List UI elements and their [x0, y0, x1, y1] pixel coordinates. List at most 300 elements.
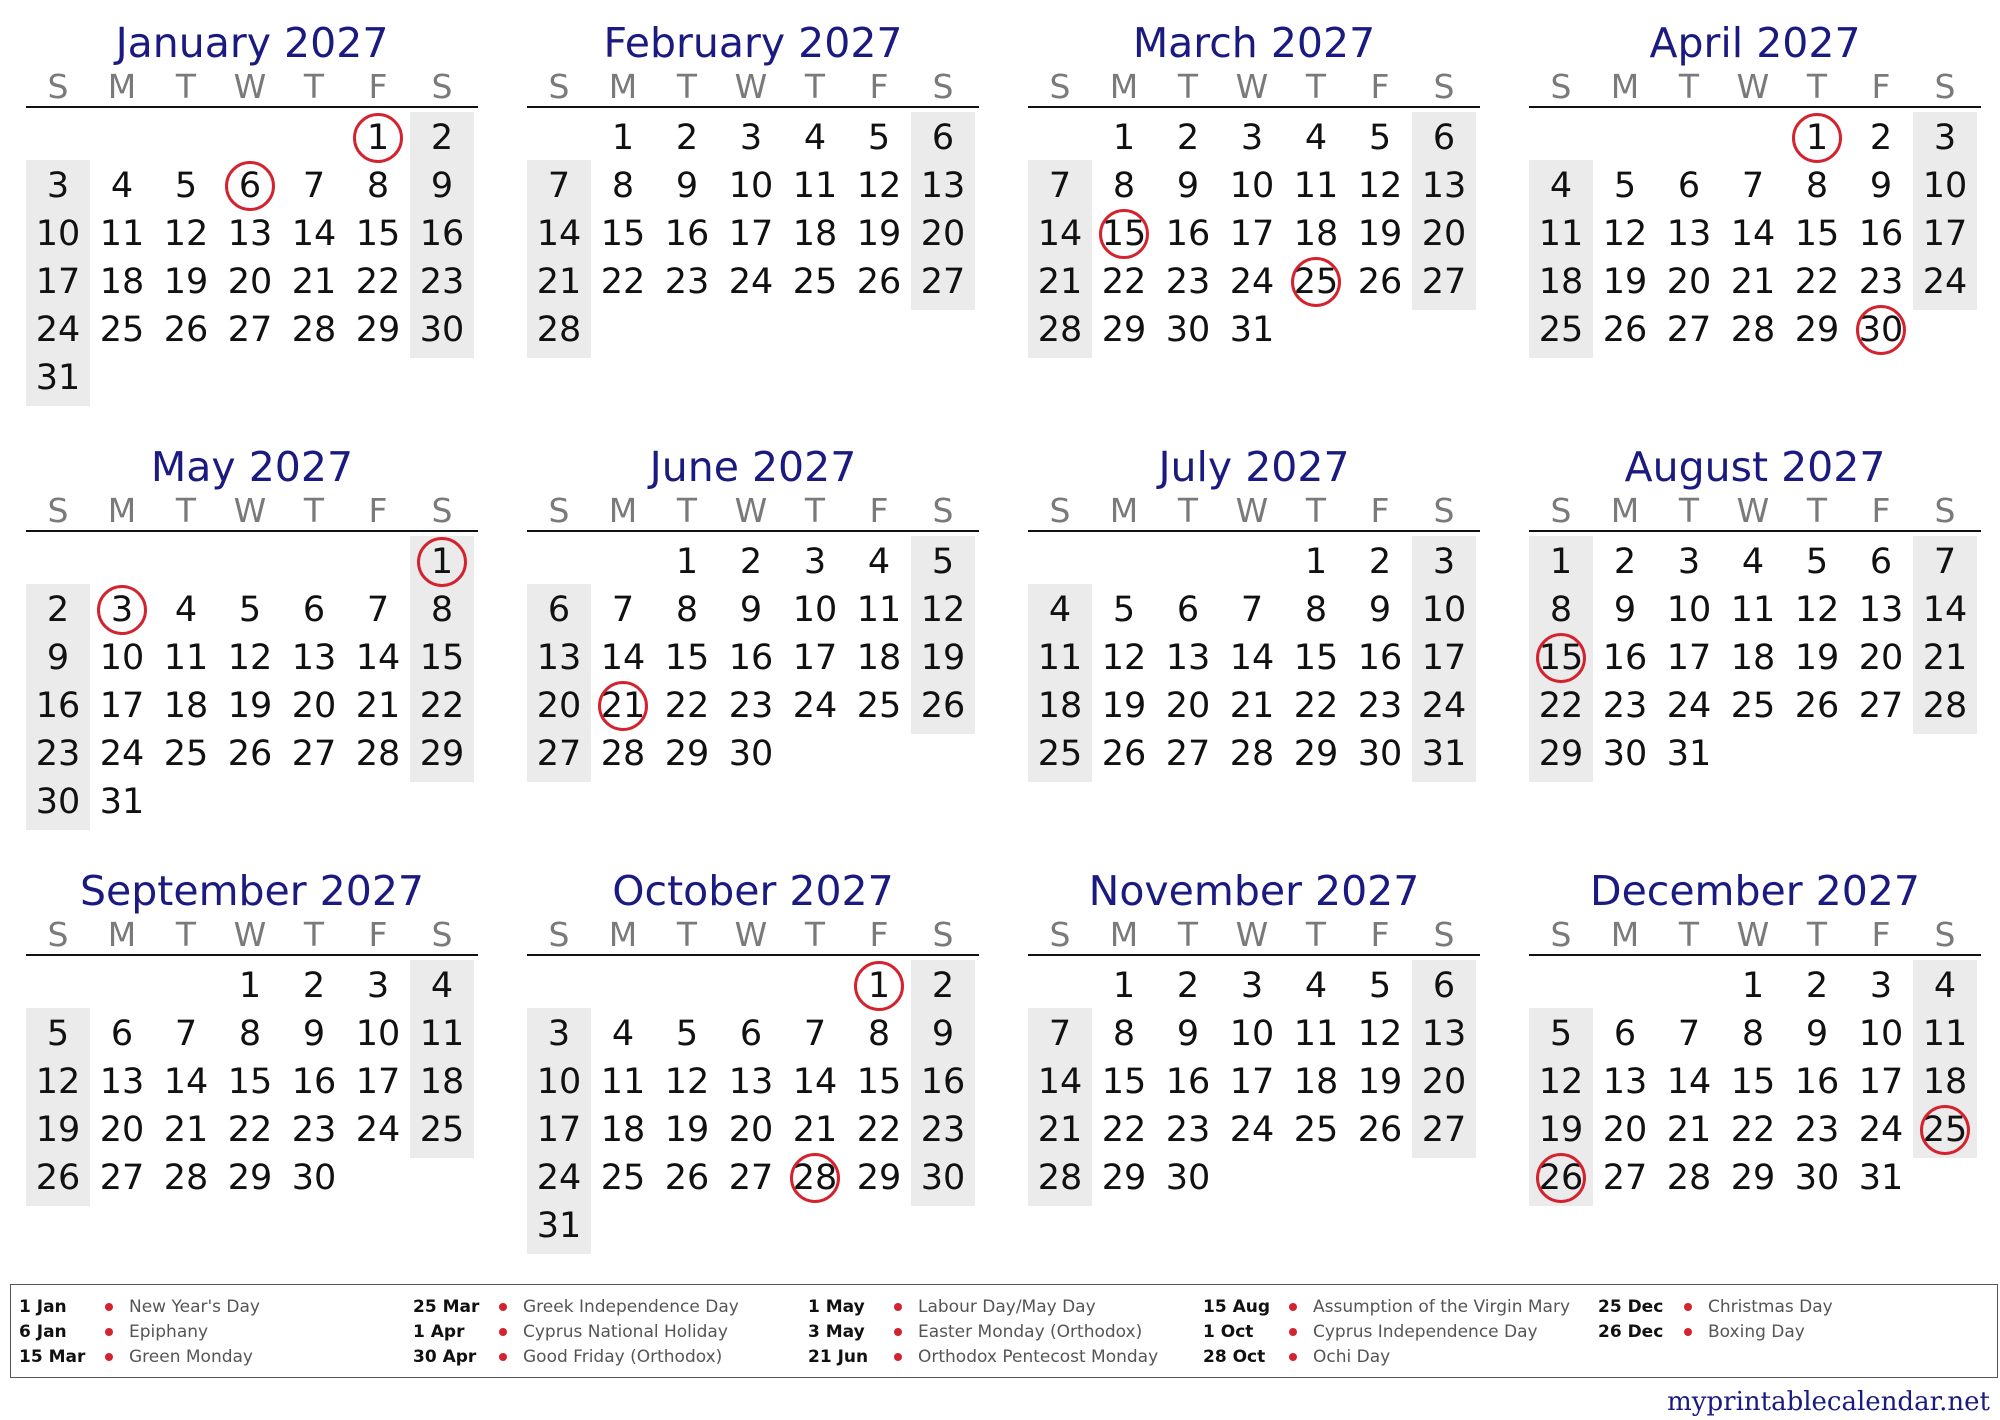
day-cell[interactable]: 4: [1304, 118, 1328, 158]
day-cell[interactable]: 12: [1602, 214, 1648, 254]
day-cell[interactable]: 19: [856, 214, 902, 254]
day-cell[interactable]: 29: [355, 310, 401, 350]
day-cell[interactable]: 1: [238, 966, 262, 1006]
day-cell[interactable]: 13: [728, 1062, 774, 1102]
day-cell[interactable]: 29: [1293, 734, 1339, 774]
day-cell[interactable]: 2: [46, 590, 70, 630]
day-cell[interactable]: 27: [291, 734, 337, 774]
day-cell[interactable]: 1: [1549, 542, 1573, 582]
day-cell[interactable]: 7: [1933, 542, 1957, 582]
day-cell[interactable]: 24: [1922, 262, 1968, 302]
day-cell[interactable]: 4: [110, 166, 134, 206]
day-cell[interactable]: 17: [536, 1110, 582, 1150]
day-cell[interactable]: 29: [1101, 310, 1147, 350]
day-cell[interactable]: 31: [35, 358, 81, 398]
day-cell[interactable]: 25: [1922, 1110, 1968, 1150]
day-cell[interactable]: 2: [302, 966, 326, 1006]
day-cell[interactable]: 8: [611, 166, 635, 206]
day-cell[interactable]: 4: [1304, 966, 1328, 1006]
day-cell[interactable]: 9: [430, 166, 454, 206]
day-cell[interactable]: 27: [1666, 310, 1712, 350]
day-cell[interactable]: 17: [1229, 214, 1275, 254]
day-cell[interactable]: 13: [536, 638, 582, 678]
day-cell[interactable]: 20: [99, 1110, 145, 1150]
day-cell[interactable]: 19: [1357, 214, 1403, 254]
day-cell[interactable]: 12: [856, 166, 902, 206]
day-cell[interactable]: 22: [1794, 262, 1840, 302]
day-cell[interactable]: 10: [728, 166, 774, 206]
day-cell[interactable]: 6: [1613, 1014, 1637, 1054]
day-cell[interactable]: 28: [1229, 734, 1275, 774]
day-cell[interactable]: 9: [1176, 1014, 1200, 1054]
day-cell[interactable]: 18: [856, 638, 902, 678]
day-cell[interactable]: 4: [611, 1014, 635, 1054]
day-cell[interactable]: 23: [1357, 686, 1403, 726]
day-cell[interactable]: 13: [1858, 590, 1904, 630]
day-cell[interactable]: 7: [302, 166, 326, 206]
day-cell[interactable]: 20: [920, 214, 966, 254]
day-cell[interactable]: 29: [664, 734, 710, 774]
day-cell[interactable]: 3: [46, 166, 70, 206]
day-cell[interactable]: 1: [1805, 118, 1829, 158]
day-cell[interactable]: 18: [1293, 214, 1339, 254]
day-cell[interactable]: 8: [1112, 1014, 1136, 1054]
day-cell[interactable]: 10: [99, 638, 145, 678]
day-cell[interactable]: 4: [174, 590, 198, 630]
day-cell[interactable]: 19: [1794, 638, 1840, 678]
day-cell[interactable]: 17: [35, 262, 81, 302]
day-cell[interactable]: 27: [1602, 1158, 1648, 1198]
day-cell[interactable]: 21: [1037, 262, 1083, 302]
day-cell[interactable]: 31: [536, 1206, 582, 1246]
day-cell[interactable]: 13: [1666, 214, 1712, 254]
day-cell[interactable]: 13: [920, 166, 966, 206]
day-cell[interactable]: 6: [1869, 542, 1893, 582]
day-cell[interactable]: 20: [1421, 214, 1467, 254]
day-cell[interactable]: 14: [1037, 1062, 1083, 1102]
day-cell[interactable]: 17: [355, 1062, 401, 1102]
day-cell[interactable]: 1: [430, 542, 454, 582]
day-cell[interactable]: 25: [163, 734, 209, 774]
day-cell[interactable]: 11: [419, 1014, 465, 1054]
day-cell[interactable]: 11: [163, 638, 209, 678]
day-cell[interactable]: 15: [227, 1062, 273, 1102]
day-cell[interactable]: 2: [675, 118, 699, 158]
day-cell[interactable]: 9: [1176, 166, 1200, 206]
day-cell[interactable]: 18: [1037, 686, 1083, 726]
day-cell[interactable]: 30: [1794, 1158, 1840, 1198]
day-cell[interactable]: 15: [355, 214, 401, 254]
day-cell[interactable]: 21: [1037, 1110, 1083, 1150]
day-cell[interactable]: 28: [1037, 1158, 1083, 1198]
day-cell[interactable]: 3: [739, 118, 763, 158]
day-cell[interactable]: 29: [1730, 1158, 1776, 1198]
day-cell[interactable]: 27: [728, 1158, 774, 1198]
day-cell[interactable]: 30: [419, 310, 465, 350]
day-cell[interactable]: 28: [355, 734, 401, 774]
day-cell[interactable]: 1: [1304, 542, 1328, 582]
day-cell[interactable]: 11: [792, 166, 838, 206]
day-cell[interactable]: 16: [920, 1062, 966, 1102]
day-cell[interactable]: 27: [536, 734, 582, 774]
day-cell[interactable]: 10: [1229, 1014, 1275, 1054]
day-cell[interactable]: 31: [1421, 734, 1467, 774]
day-cell[interactable]: 23: [728, 686, 774, 726]
day-cell[interactable]: 15: [856, 1062, 902, 1102]
day-cell[interactable]: 30: [920, 1158, 966, 1198]
site-url-link[interactable]: myprintablecalendar.net: [1667, 1387, 1990, 1417]
day-cell[interactable]: 8: [1304, 590, 1328, 630]
day-cell[interactable]: 5: [1368, 966, 1392, 1006]
day-cell[interactable]: 18: [1538, 262, 1584, 302]
day-cell[interactable]: 6: [739, 1014, 763, 1054]
day-cell[interactable]: 2: [430, 118, 454, 158]
day-cell[interactable]: 3: [110, 590, 134, 630]
day-cell[interactable]: 19: [227, 686, 273, 726]
day-cell[interactable]: 17: [1421, 638, 1467, 678]
day-cell[interactable]: 24: [728, 262, 774, 302]
day-cell[interactable]: 6: [1432, 118, 1456, 158]
day-cell[interactable]: 19: [1101, 686, 1147, 726]
day-cell[interactable]: 17: [99, 686, 145, 726]
day-cell[interactable]: 3: [366, 966, 390, 1006]
day-cell[interactable]: 12: [1794, 590, 1840, 630]
day-cell[interactable]: 6: [238, 166, 262, 206]
day-cell[interactable]: 16: [728, 638, 774, 678]
day-cell[interactable]: 14: [600, 638, 646, 678]
day-cell[interactable]: 15: [600, 214, 646, 254]
day-cell[interactable]: 29: [856, 1158, 902, 1198]
day-cell[interactable]: 23: [1858, 262, 1904, 302]
day-cell[interactable]: 5: [46, 1014, 70, 1054]
day-cell[interactable]: 23: [920, 1110, 966, 1150]
day-cell[interactable]: 2: [1613, 542, 1637, 582]
day-cell[interactable]: 13: [291, 638, 337, 678]
day-cell[interactable]: 24: [99, 734, 145, 774]
day-cell[interactable]: 14: [1730, 214, 1776, 254]
day-cell[interactable]: 28: [291, 310, 337, 350]
day-cell[interactable]: 4: [803, 118, 827, 158]
day-cell[interactable]: 12: [1357, 166, 1403, 206]
day-cell[interactable]: 22: [856, 1110, 902, 1150]
day-cell[interactable]: 20: [1421, 1062, 1467, 1102]
day-cell[interactable]: 30: [35, 782, 81, 822]
day-cell[interactable]: 25: [1730, 686, 1776, 726]
day-cell[interactable]: 10: [536, 1062, 582, 1102]
day-cell[interactable]: 16: [1165, 214, 1211, 254]
day-cell[interactable]: 17: [1858, 1062, 1904, 1102]
day-cell[interactable]: 21: [355, 686, 401, 726]
day-cell[interactable]: 11: [99, 214, 145, 254]
day-cell[interactable]: 24: [536, 1158, 582, 1198]
day-cell[interactable]: 21: [1730, 262, 1776, 302]
day-cell[interactable]: 9: [1368, 590, 1392, 630]
day-cell[interactable]: 1: [867, 966, 891, 1006]
day-cell[interactable]: 26: [1357, 1110, 1403, 1150]
day-cell[interactable]: 26: [35, 1158, 81, 1198]
day-cell[interactable]: 7: [547, 166, 571, 206]
day-cell[interactable]: 12: [227, 638, 273, 678]
day-cell[interactable]: 8: [1741, 1014, 1765, 1054]
day-cell[interactable]: 4: [1933, 966, 1957, 1006]
day-cell[interactable]: 7: [1677, 1014, 1701, 1054]
day-cell[interactable]: 1: [675, 542, 699, 582]
day-cell[interactable]: 19: [1538, 1110, 1584, 1150]
day-cell[interactable]: 25: [1293, 262, 1339, 302]
day-cell[interactable]: 9: [1613, 590, 1637, 630]
day-cell[interactable]: 9: [302, 1014, 326, 1054]
day-cell[interactable]: 14: [1037, 214, 1083, 254]
day-cell[interactable]: 3: [1677, 542, 1701, 582]
day-cell[interactable]: 18: [419, 1062, 465, 1102]
day-cell[interactable]: 22: [1101, 262, 1147, 302]
day-cell[interactable]: 17: [1666, 638, 1712, 678]
day-cell[interactable]: 3: [1240, 118, 1264, 158]
day-cell[interactable]: 5: [1805, 542, 1829, 582]
day-cell[interactable]: 26: [1101, 734, 1147, 774]
day-cell[interactable]: 24: [1666, 686, 1712, 726]
day-cell[interactable]: 9: [1805, 1014, 1829, 1054]
day-cell[interactable]: 8: [238, 1014, 262, 1054]
day-cell[interactable]: 25: [1538, 310, 1584, 350]
day-cell[interactable]: 1: [611, 118, 635, 158]
day-cell[interactable]: 20: [536, 686, 582, 726]
day-cell[interactable]: 11: [1538, 214, 1584, 254]
day-cell[interactable]: 9: [1869, 166, 1893, 206]
day-cell[interactable]: 30: [728, 734, 774, 774]
day-cell[interactable]: 25: [1037, 734, 1083, 774]
day-cell[interactable]: 13: [227, 214, 273, 254]
day-cell[interactable]: 16: [35, 686, 81, 726]
day-cell[interactable]: 16: [1602, 638, 1648, 678]
day-cell[interactable]: 12: [163, 214, 209, 254]
day-cell[interactable]: 5: [1368, 118, 1392, 158]
day-cell[interactable]: 30: [1858, 310, 1904, 350]
day-cell[interactable]: 20: [728, 1110, 774, 1150]
day-cell[interactable]: 18: [600, 1110, 646, 1150]
day-cell[interactable]: 2: [739, 542, 763, 582]
day-cell[interactable]: 19: [1357, 1062, 1403, 1102]
day-cell[interactable]: 12: [35, 1062, 81, 1102]
day-cell[interactable]: 23: [1165, 262, 1211, 302]
day-cell[interactable]: 29: [419, 734, 465, 774]
day-cell[interactable]: 28: [536, 310, 582, 350]
day-cell[interactable]: 13: [1165, 638, 1211, 678]
day-cell[interactable]: 18: [792, 214, 838, 254]
day-cell[interactable]: 14: [1229, 638, 1275, 678]
day-cell[interactable]: 26: [664, 1158, 710, 1198]
day-cell[interactable]: 22: [1730, 1110, 1776, 1150]
day-cell[interactable]: 4: [430, 966, 454, 1006]
day-cell[interactable]: 15: [1293, 638, 1339, 678]
day-cell[interactable]: 4: [1741, 542, 1765, 582]
day-cell[interactable]: 27: [227, 310, 273, 350]
day-cell[interactable]: 28: [1730, 310, 1776, 350]
day-cell[interactable]: 23: [291, 1110, 337, 1150]
day-cell[interactable]: 28: [1922, 686, 1968, 726]
day-cell[interactable]: 21: [291, 262, 337, 302]
day-cell[interactable]: 13: [1421, 1014, 1467, 1054]
day-cell[interactable]: 14: [355, 638, 401, 678]
day-cell[interactable]: 21: [163, 1110, 209, 1150]
day-cell[interactable]: 28: [1666, 1158, 1712, 1198]
day-cell[interactable]: 6: [547, 590, 571, 630]
day-cell[interactable]: 16: [664, 214, 710, 254]
day-cell[interactable]: 18: [163, 686, 209, 726]
day-cell[interactable]: 27: [1165, 734, 1211, 774]
day-cell[interactable]: 16: [419, 214, 465, 254]
day-cell[interactable]: 6: [931, 118, 955, 158]
day-cell[interactable]: 26: [1538, 1158, 1584, 1198]
day-cell[interactable]: 7: [1048, 166, 1072, 206]
day-cell[interactable]: 5: [1112, 590, 1136, 630]
day-cell[interactable]: 16: [1357, 638, 1403, 678]
day-cell[interactable]: 25: [1293, 1110, 1339, 1150]
day-cell[interactable]: 9: [675, 166, 699, 206]
day-cell[interactable]: 16: [1794, 1062, 1840, 1102]
day-cell[interactable]: 20: [1666, 262, 1712, 302]
day-cell[interactable]: 14: [163, 1062, 209, 1102]
day-cell[interactable]: 20: [291, 686, 337, 726]
day-cell[interactable]: 22: [664, 686, 710, 726]
day-cell[interactable]: 27: [920, 262, 966, 302]
day-cell[interactable]: 3: [1933, 118, 1957, 158]
day-cell[interactable]: 15: [1794, 214, 1840, 254]
day-cell[interactable]: 12: [1538, 1062, 1584, 1102]
day-cell[interactable]: 5: [238, 590, 262, 630]
day-cell[interactable]: 9: [931, 1014, 955, 1054]
day-cell[interactable]: 3: [1240, 966, 1264, 1006]
day-cell[interactable]: 5: [1549, 1014, 1573, 1054]
day-cell[interactable]: 9: [46, 638, 70, 678]
day-cell[interactable]: 14: [1922, 590, 1968, 630]
day-cell[interactable]: 14: [536, 214, 582, 254]
day-cell[interactable]: 20: [1165, 686, 1211, 726]
day-cell[interactable]: 25: [792, 262, 838, 302]
day-cell[interactable]: 7: [803, 1014, 827, 1054]
day-cell[interactable]: 5: [675, 1014, 699, 1054]
day-cell[interactable]: 21: [1922, 638, 1968, 678]
day-cell[interactable]: 21: [1229, 686, 1275, 726]
day-cell[interactable]: 22: [1538, 686, 1584, 726]
day-cell[interactable]: 2: [1368, 542, 1392, 582]
day-cell[interactable]: 11: [1730, 590, 1776, 630]
day-cell[interactable]: 24: [355, 1110, 401, 1150]
day-cell[interactable]: 6: [1677, 166, 1701, 206]
day-cell[interactable]: 10: [1666, 590, 1712, 630]
day-cell[interactable]: 3: [1432, 542, 1456, 582]
day-cell[interactable]: 26: [227, 734, 273, 774]
day-cell[interactable]: 8: [366, 166, 390, 206]
day-cell[interactable]: 30: [1357, 734, 1403, 774]
day-cell[interactable]: 3: [547, 1014, 571, 1054]
day-cell[interactable]: 2: [1805, 966, 1829, 1006]
day-cell[interactable]: 23: [1794, 1110, 1840, 1150]
day-cell[interactable]: 27: [1858, 686, 1904, 726]
day-cell[interactable]: 7: [611, 590, 635, 630]
day-cell[interactable]: 22: [355, 262, 401, 302]
day-cell[interactable]: 16: [291, 1062, 337, 1102]
day-cell[interactable]: 6: [1432, 966, 1456, 1006]
day-cell[interactable]: 15: [1538, 638, 1584, 678]
day-cell[interactable]: 10: [1858, 1014, 1904, 1054]
day-cell[interactable]: 9: [739, 590, 763, 630]
day-cell[interactable]: 11: [1293, 166, 1339, 206]
day-cell[interactable]: 13: [1421, 166, 1467, 206]
day-cell[interactable]: 20: [1602, 1110, 1648, 1150]
day-cell[interactable]: 24: [1858, 1110, 1904, 1150]
day-cell[interactable]: 3: [803, 542, 827, 582]
day-cell[interactable]: 23: [419, 262, 465, 302]
day-cell[interactable]: 2: [931, 966, 955, 1006]
day-cell[interactable]: 20: [227, 262, 273, 302]
day-cell[interactable]: 31: [1666, 734, 1712, 774]
day-cell[interactable]: 17: [792, 638, 838, 678]
day-cell[interactable]: 13: [1602, 1062, 1648, 1102]
day-cell[interactable]: 22: [1101, 1110, 1147, 1150]
day-cell[interactable]: 31: [1229, 310, 1275, 350]
day-cell[interactable]: 11: [1922, 1014, 1968, 1054]
day-cell[interactable]: 31: [99, 782, 145, 822]
day-cell[interactable]: 8: [1112, 166, 1136, 206]
day-cell[interactable]: 29: [1101, 1158, 1147, 1198]
day-cell[interactable]: 24: [1229, 262, 1275, 302]
day-cell[interactable]: 25: [99, 310, 145, 350]
day-cell[interactable]: 7: [1240, 590, 1264, 630]
day-cell[interactable]: 15: [1730, 1062, 1776, 1102]
day-cell[interactable]: 24: [1229, 1110, 1275, 1150]
day-cell[interactable]: 22: [227, 1110, 273, 1150]
day-cell[interactable]: 21: [600, 686, 646, 726]
day-cell[interactable]: 2: [1176, 118, 1200, 158]
day-cell[interactable]: 8: [1549, 590, 1573, 630]
day-cell[interactable]: 24: [792, 686, 838, 726]
day-cell[interactable]: 26: [1357, 262, 1403, 302]
day-cell[interactable]: 26: [1602, 310, 1648, 350]
day-cell[interactable]: 27: [1421, 262, 1467, 302]
day-cell[interactable]: 10: [792, 590, 838, 630]
day-cell[interactable]: 8: [675, 590, 699, 630]
day-cell[interactable]: 16: [1858, 214, 1904, 254]
day-cell[interactable]: 25: [856, 686, 902, 726]
day-cell[interactable]: 19: [35, 1110, 81, 1150]
day-cell[interactable]: 18: [1293, 1062, 1339, 1102]
day-cell[interactable]: 19: [1602, 262, 1648, 302]
day-cell[interactable]: 28: [792, 1158, 838, 1198]
day-cell[interactable]: 1: [1112, 118, 1136, 158]
day-cell[interactable]: 31: [1858, 1158, 1904, 1198]
day-cell[interactable]: 17: [1922, 214, 1968, 254]
day-cell[interactable]: 4: [1048, 590, 1072, 630]
day-cell[interactable]: 10: [35, 214, 81, 254]
day-cell[interactable]: 17: [728, 214, 774, 254]
day-cell[interactable]: 30: [1165, 1158, 1211, 1198]
day-cell[interactable]: 21: [1666, 1110, 1712, 1150]
day-cell[interactable]: 7: [1741, 166, 1765, 206]
day-cell[interactable]: 12: [920, 590, 966, 630]
day-cell[interactable]: 16: [1165, 1062, 1211, 1102]
day-cell[interactable]: 8: [430, 590, 454, 630]
day-cell[interactable]: 5: [867, 118, 891, 158]
day-cell[interactable]: 28: [1037, 310, 1083, 350]
day-cell[interactable]: 25: [419, 1110, 465, 1150]
day-cell[interactable]: 23: [1602, 686, 1648, 726]
day-cell[interactable]: 1: [1741, 966, 1765, 1006]
day-cell[interactable]: 27: [1421, 1110, 1467, 1150]
day-cell[interactable]: 12: [1101, 638, 1147, 678]
day-cell[interactable]: 28: [600, 734, 646, 774]
day-cell[interactable]: 14: [1666, 1062, 1712, 1102]
